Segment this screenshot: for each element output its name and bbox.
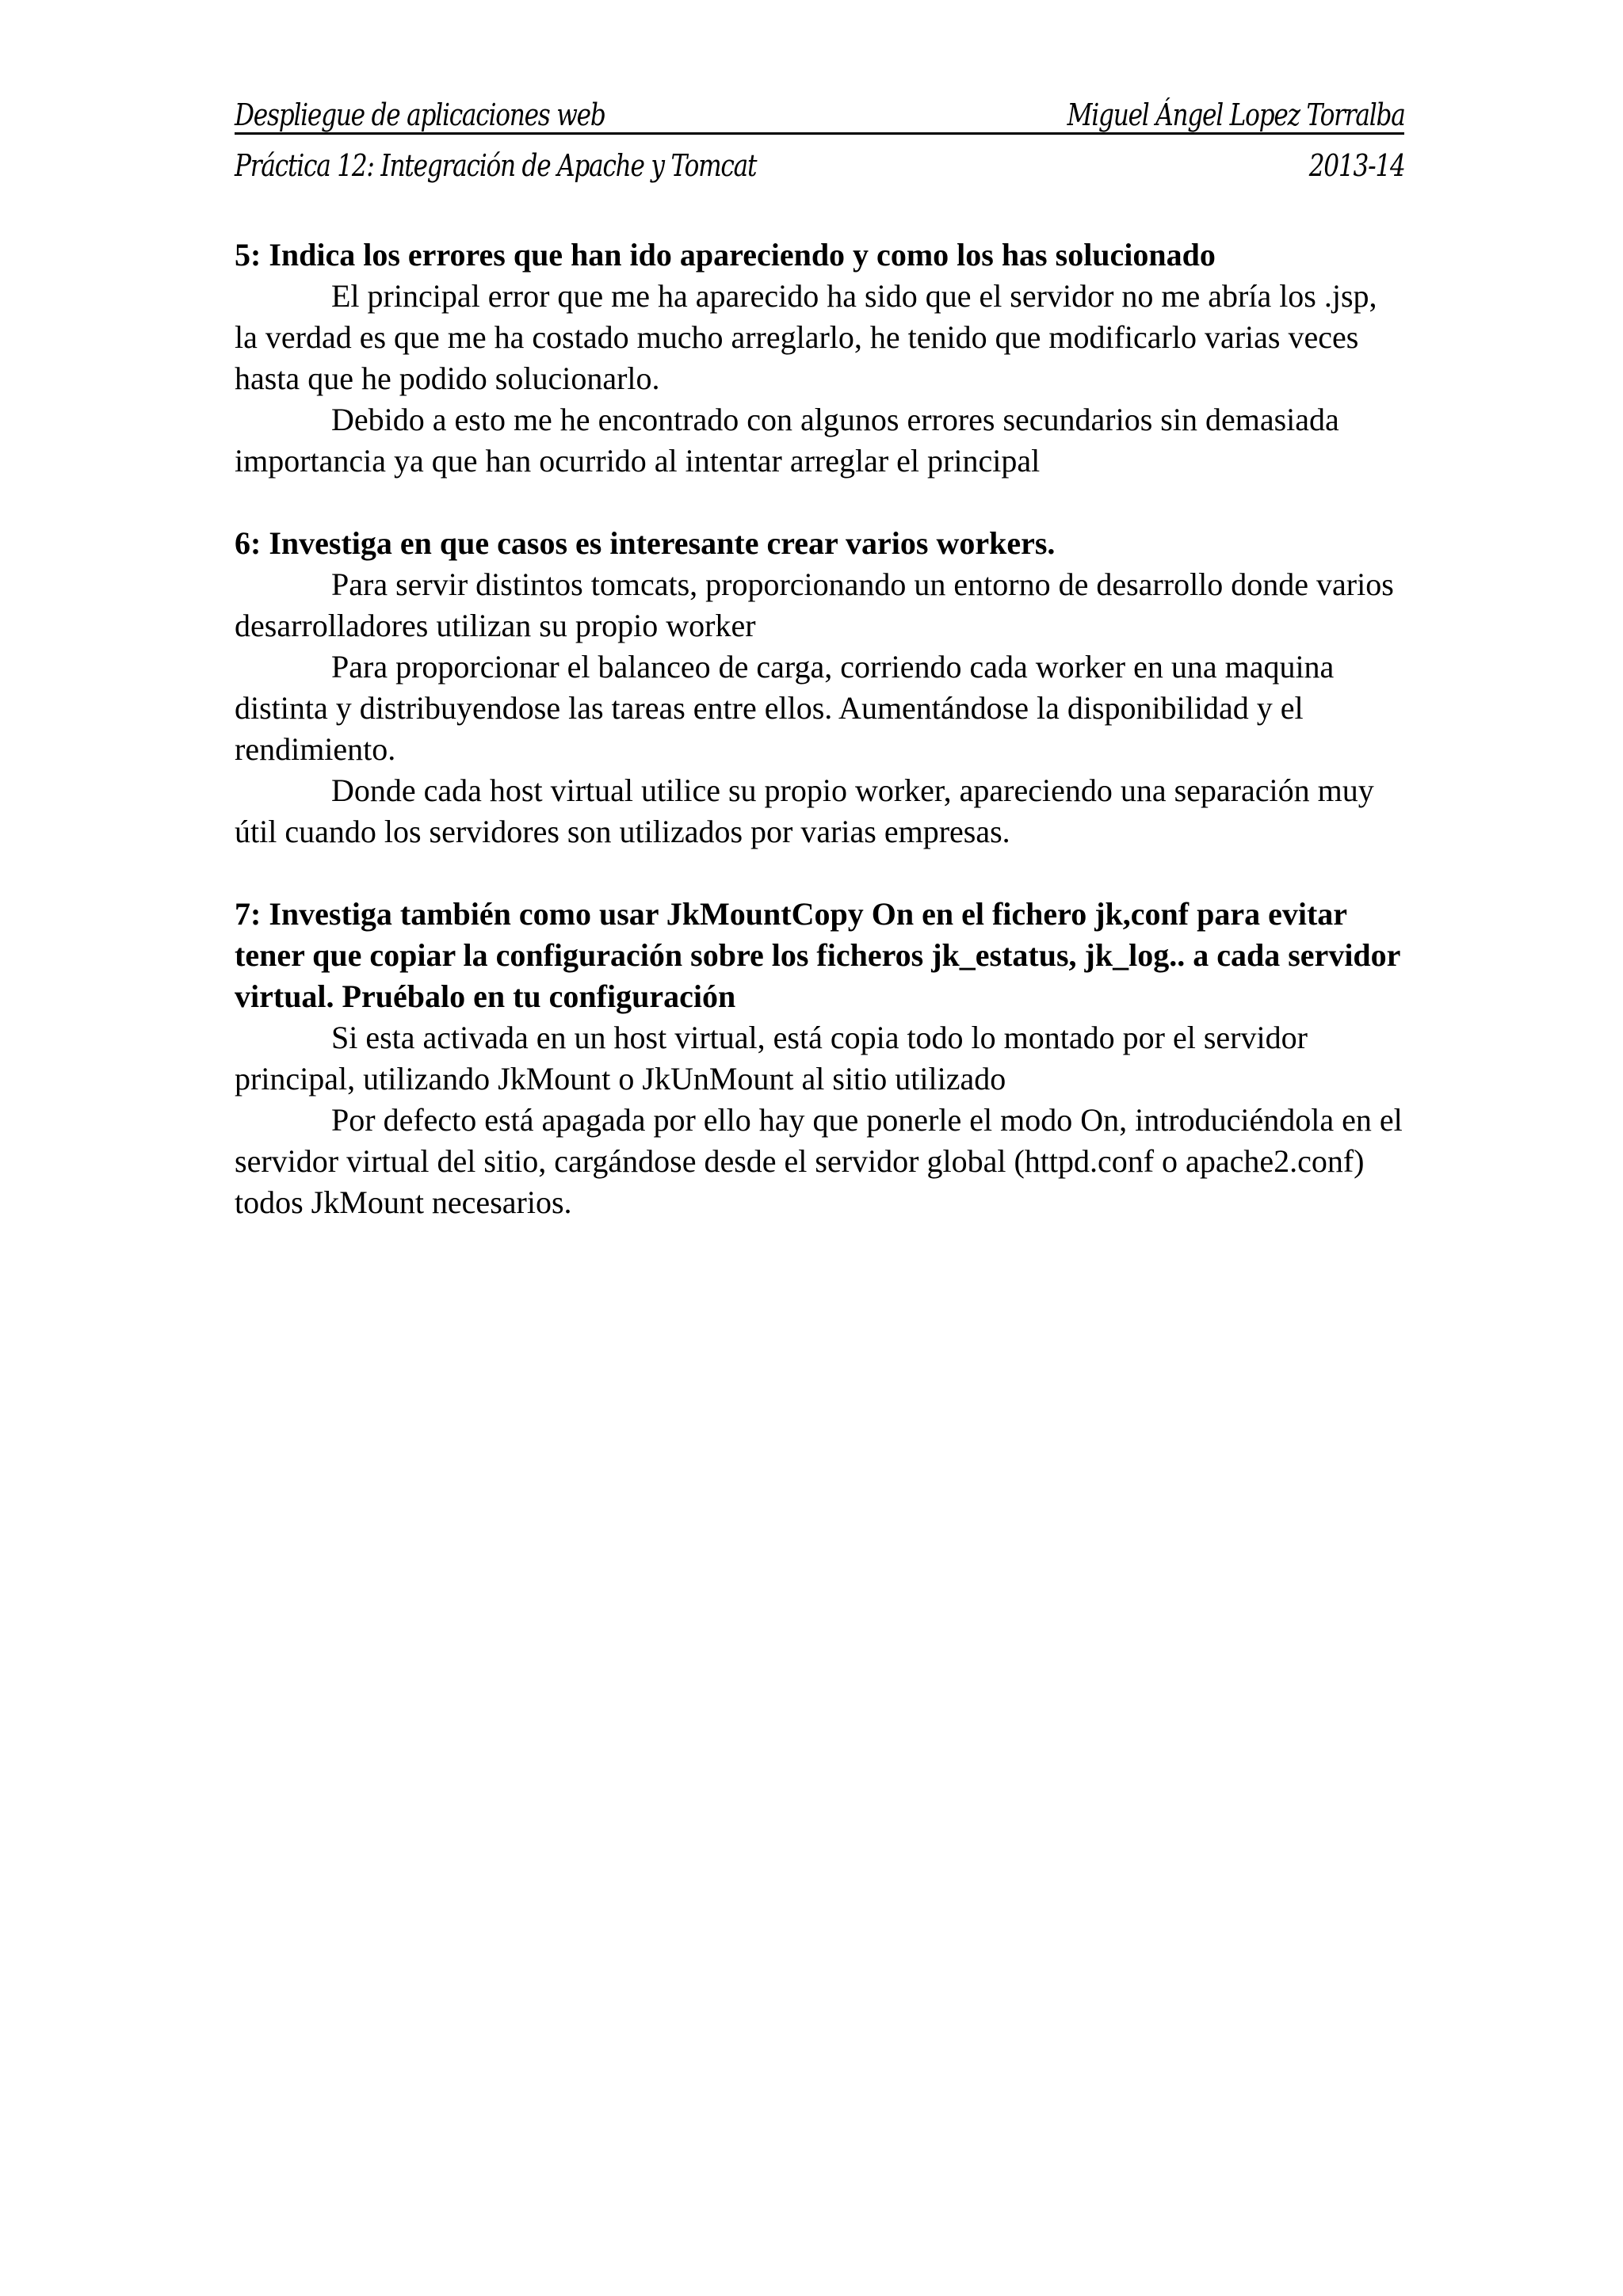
question-heading: 5: Indica los errores que han ido apareciendo y como los has solucionado: [235, 237, 1216, 273]
header-author: Miguel Ángel Lopez Torralba: [1067, 97, 1405, 132]
section-question-7: [235, 894, 1407, 1223]
header-bottom-row: [235, 144, 1405, 184]
answer-paragraph: Para servir distintos tomcats, proporcionando un entorno de desarrollo donde varios desarrolladores utilizan su propio worker: [235, 566, 1394, 643]
answer-paragraph: Donde cada host virtual utilice su propio worker, apareciendo una separación muy útil cuando los servidores son utilizados por varias empresas.: [235, 772, 1374, 849]
header-course-title: Despliegue de aplicaciones web: [235, 97, 605, 132]
section-question-5: [235, 235, 1407, 482]
answer-paragraph: Si esta activada en un host virtual, está copia todo lo montado por el servidor principal, utilizando JkMount o JkUnMount al sitio utilizado: [235, 1020, 1308, 1097]
question-heading: 7: Investiga también como usar JkMountCopy On en el fichero jk,conf para evitar tener que copiar la configuración sobre los ficheros jk_estatus, jk_log.. a cada servidor virtual. Pruébalo en tu configuración: [235, 896, 1400, 1014]
answer-paragraph: Por defecto está apagada por ello hay que ponerle el modo On, introduciéndola en el servidor virtual del sitio, cargándose desde el servidor global (httpd.conf o apache2.conf) todos JkMount necesarios.: [235, 1102, 1403, 1220]
section-question-6: [235, 523, 1407, 852]
header-practice-title: Práctica 12: Integración de Apache y Tomcat: [235, 148, 757, 183]
answer-paragraph: Debido a esto me he encontrado con algunos errores secundarios sin demasiada importancia ya que han ocurrido al intentar arreglar el principal: [235, 402, 1339, 479]
answer-paragraph: Para proporcionar el balanceo de carga, corriendo cada worker en una maquina distinta y distribuyendose las tareas entre ellos. Aumentándose la disponibilidad y el rendimiento.: [235, 649, 1335, 767]
document-body: [235, 235, 1407, 1264]
question-heading: 6: Investiga en que casos es interesante crear varios workers.: [235, 525, 1056, 561]
header-top-row: [235, 93, 1405, 133]
page-header: [235, 93, 1404, 184]
answer-paragraph: El principal error que me ha aparecido ha sido que el servidor no me abría los .jsp, la verdad es que me ha costado mucho arreglarlo, he tenido que modificarlo varias veces hasta que he podido solucionarlo.: [235, 278, 1377, 396]
header-rule: [235, 132, 1404, 135]
header-year: 2013-14: [1308, 148, 1405, 183]
